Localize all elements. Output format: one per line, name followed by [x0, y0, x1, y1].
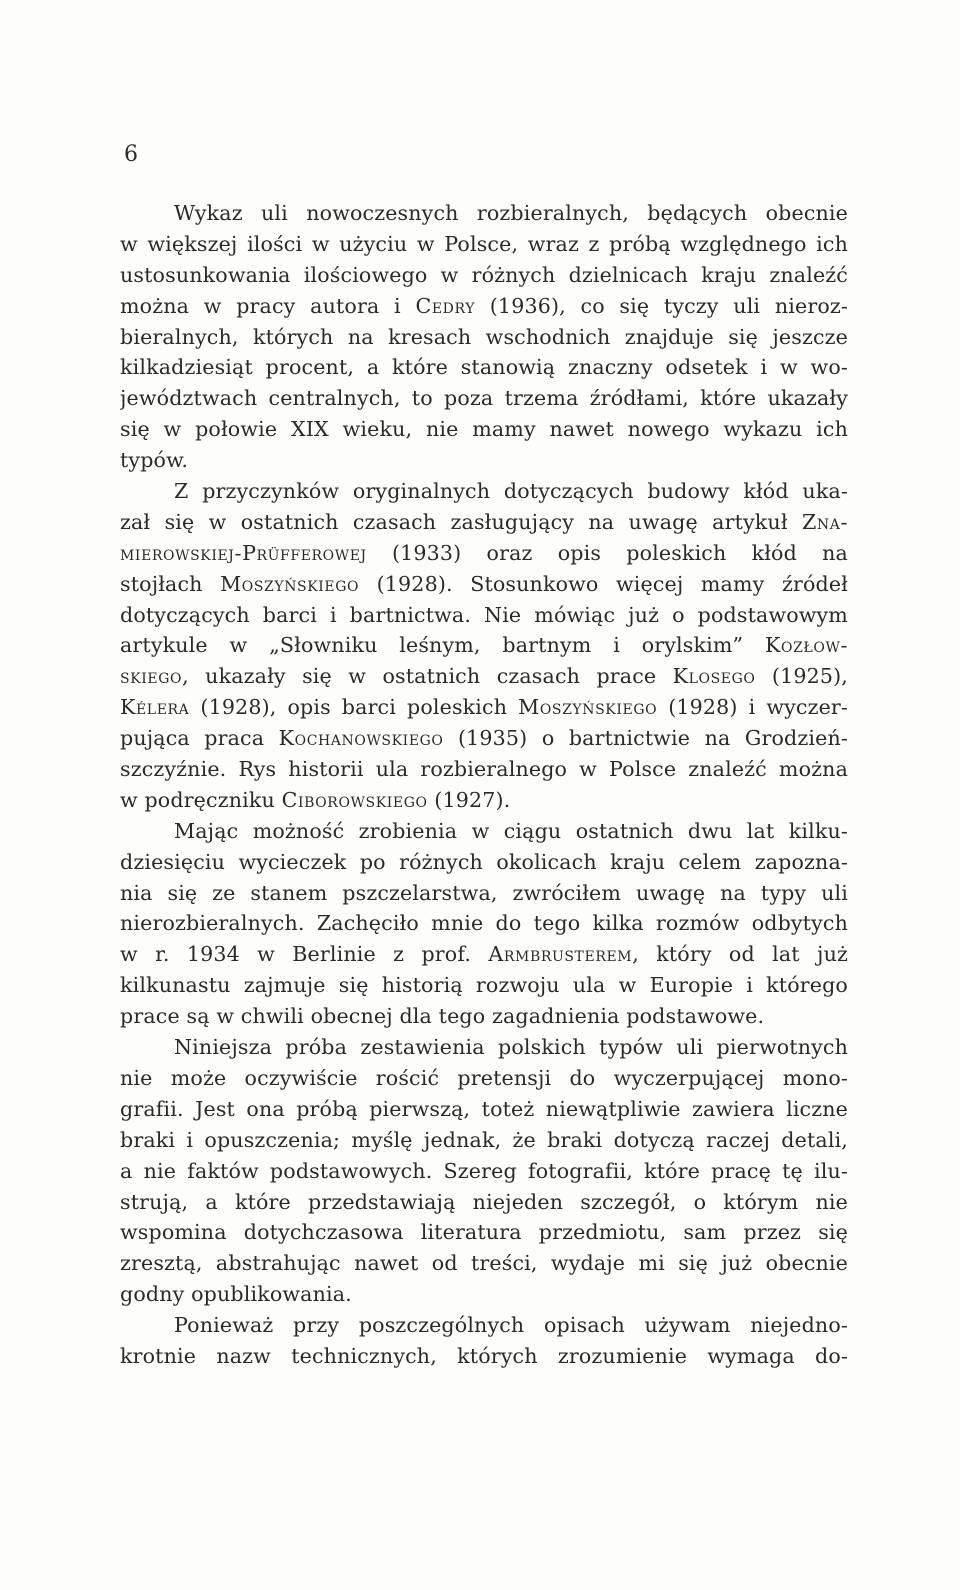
- text-line: dziesięciu wycieczek po różnych okolicach kraju celem zapozna-: [120, 849, 848, 874]
- author-name: Armbrusterem: [488, 942, 633, 967]
- text-line: stojłach Moszyńskiego (1928). Stosunkowo więcej mamy źródeł: [120, 571, 848, 596]
- text-line: nie może oczywiście rościć pretensji do wyczerpującej mono-: [120, 1065, 848, 1090]
- page-number: 6: [124, 142, 138, 167]
- author-name: Cedry: [415, 293, 476, 318]
- text-line: jewództwach centralnych, to poza trzema źródłami, które ukazały: [120, 386, 848, 411]
- text-line: wspomina dotychczasowa literatura przedmiotu, sam przez się: [120, 1220, 848, 1245]
- text-line: się w połowie XIX wieku, nie mamy nawet nowego wykazu ich: [120, 417, 848, 442]
- text-line: a nie faktów podstawowych. Szereg fotografii, które pracę tę ilu-: [120, 1158, 848, 1183]
- paragraph: [120, 198, 848, 476]
- text-line: krotnie nazw technicznych, których zrozumienie wymaga do-: [120, 1343, 848, 1368]
- text-line: szczyźnie. Rys historii ula rozbieralnego w Polsce znaleźć można: [120, 757, 848, 782]
- text-line: pująca praca Kochanowskiego (1935) o bartnictwie na Grodzień-: [120, 726, 848, 751]
- author-name: Kozłow-: [765, 633, 848, 658]
- text-line: artykule w „Słowniku leśnym, bartnym i orylskim” Kozłow-: [120, 633, 848, 658]
- text-line: Mając możność zrobienia w ciągu ostatnich dwu lat kilku-: [174, 818, 848, 843]
- paragraph: [120, 1310, 848, 1372]
- text-line: nierozbieralnych. Zachęciło mnie do tego kilka rozmów odbytych: [120, 911, 848, 936]
- paragraph: [120, 1032, 848, 1310]
- text-line: zresztą, abstrahując nawet od treści, wydaje mi się już obecnie: [120, 1251, 848, 1276]
- text-line: Wykaz uli nowoczesnych rozbieralnych, będących obecnie: [174, 201, 848, 225]
- text-line: w r. 1934 w Berlinie z prof. Armbrusterem, który od lat już: [120, 942, 848, 967]
- text-line: zał się w ostatnich czasach zasługujący na uwagę artykuł Zna-: [120, 509, 848, 534]
- text-line: Niniejsza próba zestawienia polskich typów uli pierwotnych: [174, 1035, 848, 1060]
- text-line: braki i opuszczenia; myślę jednak, że braki dotyczą raczej detali,: [120, 1127, 848, 1152]
- author-name: Ciborowskiego: [281, 787, 428, 812]
- text-line: mierowskiej-Prüfferowej (1933) oraz opis poleskich kłód na: [120, 540, 848, 565]
- text-line: prace są w chwili obecnej dla tego zagadnienia podstawowe.: [120, 1004, 765, 1029]
- text-line: dotyczących barci i bartnictwa. Nie mówiąc już o podstawowym: [120, 602, 848, 627]
- text-line: Ponieważ przy poszczególnych opisach używam niejedno-: [174, 1313, 848, 1338]
- text-line: kilkunastu zajmuje się historią rozwoju ula w Europie i którego: [120, 973, 848, 998]
- text-line: można w pracy autora i Cedry (1936), co się tyczy uli nieroz-: [120, 293, 848, 318]
- author-name: Klosego: [672, 664, 756, 689]
- text-line: strują, a które przedstawiają niejeden szczegół, o którym nie: [120, 1189, 848, 1214]
- text-line: nia się ze stanem pszczelarstwa, zwróciłem uwagę na typy uli: [120, 880, 848, 905]
- text-line: w większej ilości w użyciu w Polsce, wraz z próbą względnego ich: [120, 231, 848, 256]
- text-line: Z przyczynków oryginalnych dotyczących budowy kłód uka-: [174, 479, 848, 504]
- text-line: Kélera (1928), opis barci poleskich Moszyńskiego (1928) i wyczer-: [120, 695, 848, 720]
- text-line: bieralnych, których na kresach wschodnich znajduje się jeszcze: [120, 324, 848, 349]
- text-line: godny opublikowania.: [120, 1282, 352, 1307]
- author-name: Moszyńskiego: [518, 695, 658, 720]
- text-line: grafii. Jest ona próbą pierwszą, toteż niewątpliwie zawiera liczne: [120, 1096, 848, 1121]
- text-line: w podręczniku Ciborowskiego (1927).: [120, 787, 511, 812]
- author-name: Zna-: [801, 509, 848, 534]
- paragraph: [120, 816, 848, 1032]
- text-line: ustosunkowania ilościowego w różnych dzielnicach kraju znaleźć: [120, 262, 848, 287]
- text-line: skiego, ukazały się w ostatnich czasach prace Klosego (1925),: [120, 664, 848, 689]
- author-name: Kélera: [120, 695, 190, 720]
- author-name: mierowskiej-Prüfferowej: [120, 540, 367, 565]
- text-line: typów.: [120, 448, 189, 473]
- text-line: kilkadziesiąt procent, a które stanowią znaczny odsetek i w wo-: [120, 355, 848, 380]
- author-name: Moszyńskiego: [220, 571, 360, 596]
- text-body: [120, 198, 848, 1372]
- paragraph: [120, 476, 848, 816]
- author-name: skiego: [120, 664, 183, 689]
- author-name: Kochanowskiego: [278, 726, 444, 751]
